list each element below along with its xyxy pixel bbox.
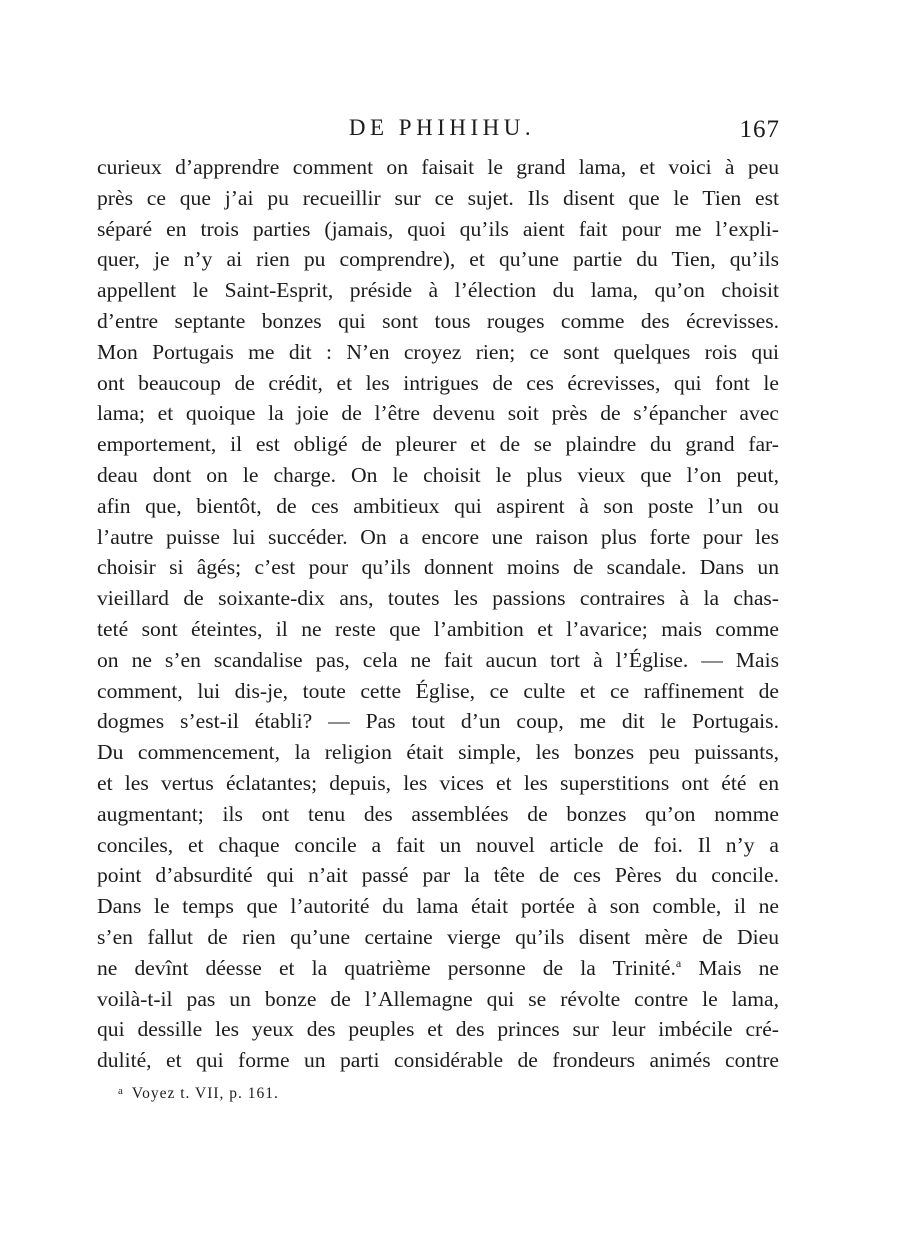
text-line: augmentant; ils ont tenu des assemblées de bonzes qu’on nomme [97,801,779,826]
text-line: deau dont on le charge. On le choisit le plus vieux que l’on peut, [97,462,779,487]
text-line: teté sont éteintes, il ne reste que l’ambition et l’avarice; mais comme [97,616,779,641]
page-number: 167 [739,116,780,143]
text-line: qui dessille les yeux des peuples et des princes sur leur imbécile cré- [97,1017,779,1042]
body-text [97,152,779,1076]
text-line: on ne s’en scandalise pas, cela ne fait aucun tort à l’Église. — Mais [97,647,779,672]
text-line: quer, je n’y ai rien pu comprendre), et qu’une partie du Tien, qu’ils [97,247,779,272]
text-line: et les vertus éclatantes; depuis, les vices et les superstitions ont été en [97,770,779,795]
footnote-text: Voyez t. VII, p. 161. [131,1085,279,1102]
running-head [96,108,780,148]
text-line: curieux d’apprendre comment on faisait le grand lama, et voici à peu [97,155,779,179]
text-line: appellent le Saint-Esprit, préside à l’élection du lama, qu’on choisit [97,278,779,303]
text-line: point d’absurdité qui n’ait passé par la tête de ces Pères du concile. [97,863,779,888]
text-line: Dans le temps que l’autorité du lama était portée à son comble, il ne [97,894,779,919]
text-line: l’autre puisse lui succéder. On a encore une raison plus forte pour les [97,524,779,549]
text-line: emportement, il est obligé de pleurer et de se plaindre du grand far- [97,432,779,457]
text-line: vieillard de soixante-dix ans, toutes les passions contraires à la chas- [97,586,779,611]
footnote-marker: a [118,1085,124,1097]
text-line: Mon Portugais me dit : N’en croyez rien; ce sont quelques rois qui [97,339,779,364]
text-line: dogmes s’est-il établi? — Pas tout d’un coup, me dit le Portugais. [97,709,779,734]
text-fragment: ne devînt déesse et la quatrième personne de la Trinité. [97,955,676,980]
text-line: voilà-t-il pas un bonze de l’Allemagne qui se révolte contre le lama, [97,986,779,1011]
text-line: séparé en trois parties (jamais, quoi qu’ils aient fait pour me l’expli- [97,216,779,241]
text-line: afin que, bientôt, de ces ambitieux qui aspirent à son poste l’un ou [97,493,779,518]
text-line: d’entre septante bonzes qui sont tous rouges comme des écrevisses. [97,308,779,333]
running-title: DE PHIHIHU. [348,115,536,140]
footnote [118,1080,279,1105]
text-line: conciles, et chaque concile a fait un nouvel article de foi. Il n’y a [97,832,779,857]
text-fragment: Mais ne [681,955,779,980]
text-line: ont beaucoup de crédit, et les intrigues de ces écrevisses, qui font le [97,370,779,395]
footnote-reference[interactable]: a [675,955,682,970]
text-line: Du commencement, la religion était simple, les bonzes peu puissants, [97,740,779,765]
text-line: comment, lui dis-je, toute cette Église, ce culte et ce raffinement de [97,678,779,703]
text-line: près ce que j’ai pu recueillir sur ce sujet. Ils disent que le Tien est [97,185,779,210]
text-line: dulité, et qui forme un parti considérable de frondeurs animés contre [97,1048,779,1073]
text-line: choisir si âgés; c’est pour qu’ils donnent moins de scandale. Dans un [97,555,779,580]
text-line: s’en fallut de rien qu’une certaine vierge qu’ils disent mère de Dieu [97,924,779,949]
text-line-with-footnote [97,953,779,984]
text-line: lama; et quoique la joie de l’être devenu soit près de s’épancher avec [97,401,779,426]
